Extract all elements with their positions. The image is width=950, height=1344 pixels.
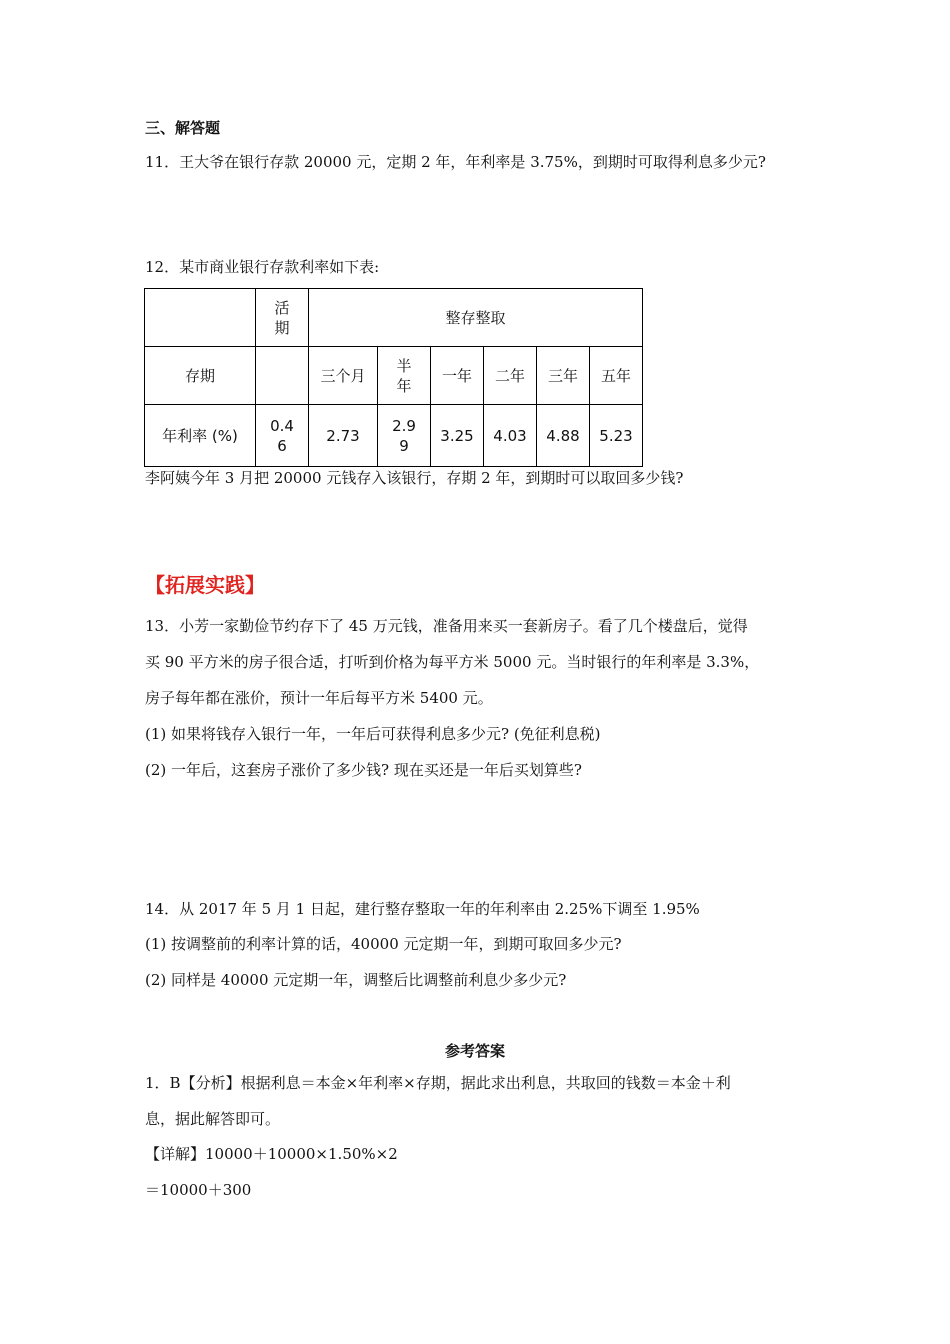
table-term-label: 存期: [145, 347, 256, 405]
question-13-sub-2: (2) 一年后，这套房子涨价了多少钱? 现在买还是一年后买划算些?: [145, 761, 582, 779]
question-12-intro: 12．某市商业银行存款利率如下表:: [145, 258, 380, 276]
table-rate-cell: 4.03: [484, 405, 537, 467]
table-rate-cell: 2.73: [309, 405, 378, 467]
question-11: 11．王大爷在银行存款 20000 元，定期 2 年，年利率是 3.75%，到期时可取得利息多少元?: [145, 153, 766, 171]
answer-1-line-1: 1．B【分析】根据利息＝本金×年利率×存期，据此求出利息，共取回的钱数＝本金＋利: [145, 1074, 731, 1092]
table-rate-cell: 5.23: [590, 405, 643, 467]
table-term-cell: 一年: [431, 347, 484, 405]
question-13-line-1: 13．小芳一家勤俭节约存下了 45 万元钱，准备用来买一套新房子。看了几个楼盘后，觉得: [145, 617, 748, 635]
table-corner-cell: [145, 289, 256, 347]
section-title: 三、解答题: [145, 119, 221, 137]
question-13-line-3: 房子每年都在涨价，预计一年后每平方米 5400 元。: [145, 689, 493, 707]
answer-1-detail: 【详解】10000＋10000×1.50%×2: [145, 1145, 398, 1163]
answer-1-step: ＝10000＋300: [145, 1181, 252, 1199]
table-cell-empty: [256, 347, 309, 405]
question-14-sub-2: (2) 同样是 40000 元定期一年，调整后比调整前利息少多少元?: [145, 971, 567, 989]
question-13-sub-1: (1) 如果将钱存入银行一年，一年后可获得利息多少元? (免征利息税): [145, 725, 601, 743]
table-rate-cell: 2.99: [378, 405, 431, 467]
table-term-cell: 三年: [537, 347, 590, 405]
table-term-cell: 三个月: [309, 347, 378, 405]
table-term-cell: 半年: [378, 347, 431, 405]
table-header-zhengcun: 整存整取: [309, 289, 643, 347]
answer-1-line-2: 息，据此解答即可。: [145, 1110, 281, 1128]
question-13-line-2: 买 90 平方米的房子很合适，打听到价格为每平方米 5000 元。当时银行的年利率是 3.3%，: [145, 653, 760, 671]
question-14-sub-1: (1) 按调整前的利率计算的话，40000 元定期一年，到期可取回多少元?: [145, 935, 622, 953]
interest-rate-table: [144, 288, 643, 467]
question-14-intro: 14．从 2017 年 5 月 1 日起，建行整存整取一年的年利率由 2.25%下调至 1.95%: [145, 900, 700, 918]
table-rate-label: 年利率 (%): [145, 405, 256, 467]
question-12-text: 李阿姨今年 3 月把 20000 元钱存入该银行，存期 2 年，到期时可以取回多少钱?: [145, 469, 684, 487]
table-term-cell: 五年: [590, 347, 643, 405]
answer-title: 参考答案: [444, 1042, 505, 1060]
table-rate-cell: 4.88: [537, 405, 590, 467]
table-rate-cell: 3.25: [431, 405, 484, 467]
expand-practice-title: 【拓展实践】: [145, 573, 265, 597]
table-rate-huoqi: 0.46: [256, 405, 309, 467]
table-header-huoqi: 活期: [256, 289, 309, 347]
table-term-cell: 二年: [484, 347, 537, 405]
